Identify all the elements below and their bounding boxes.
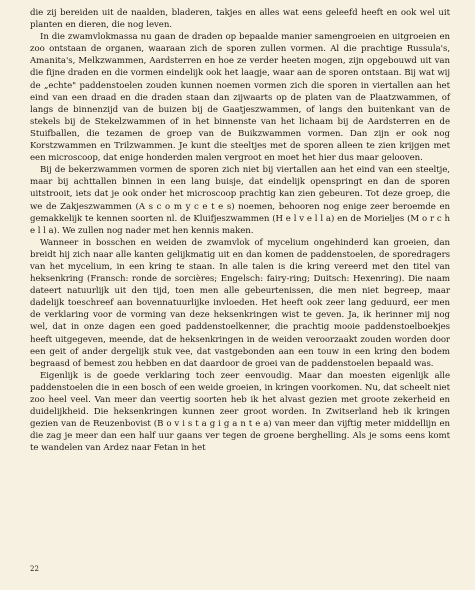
body-text [30, 7, 450, 454]
paragraph-2: In die zwamvlokmassa nu gaan de draden op bepaalde manier samengroeien en uitgroeien en zoo ontstaan de organen, waaraan zich de sporen zullen vormen. Al die prachtige Russula's, Amanita's, Melkzwammen, Aardsterren en hoe ze verder heeten mogen, zijn opgebouwd uit van die fijne draden en die vormen eindelijk ook het laagje, waar aan de sporen ontstaan. Bij wat wij de „echte" paddenstoelen zouden kunnen noemen vormen zich die sporen in viertallen aan het eind van een draad en die draden staan dan zijwaarts op de platen van de Plaatzwammen, of langs de binnenzijd van de buizen bij de Gaatjeszwammen, of langs den buitenkant van de stekels bij de Stekelzwammen of in het binnenste van het lichaam bij de Aardsterren en de Stuifballen, die tezamen de groep van de Buikzwammen vormen. Dan zijn er ook nog Korstzwammen en Trilzwammen. Je kunt die steeltjes met de sporen alleen te zien krijgen met een microscoop, dat enige honderden malen vergroot en moet het hier dus maar gelooven. [30, 32, 450, 164]
page-number: 22 [30, 565, 39, 573]
paragraph-5: Eigenlijk is de goede verklaring toch zeer eenvoudig. Maar dan moesten eigenlijk alle paddenstoelen die in een bosch of een weide groeien, in kringen voorkomen. Nu, dat scheelt niet zoo heel veel. Van meer dan veertig soorten heb ik het alvast gezien met groote zekerheid en duidelijkheid. Die heksenkringen kunnen zeer groot worden. In Zwitserland heb ik kringen gezien van de Reuzenbovist (B o v i s t a g i g a n t e a) van meer dan vijftig meter middellijn en die zag je meer dan een half uur gaans ver tegen de groene berghelling. Als je soms eens komt te wandelen van Ardez naar Fetan in het [30, 370, 450, 454]
paragraph-4: Wanneer in bosschen en weiden de zwamvlok of mycelium ongehinderd kan groeien, dan breidt hij zich naar alle kanten gelijkmatig uit en dan komen de paddenstoelen, de sporedragers van het mycelium, in een kring te staan. In alle talen is die kring vereerd met den titel van heksenkring (Fransch: ronde de sorcières; Engelsch: fairy-ring; Duitsch: Hexenring). Die naam dateert natuurlijk uit den tijd, toen men alle gebeurtenissen, die men niet begreep, maar dadelijk toeschreef aan bovennatuurlijke invloeden. Het heeft ook zeer lang geduurd, eer men de verklaring voor de vorming van deze heksenkringen wist te geven. Ja, ik herinner mij nog wel, dat in onze dagen een goed paddenstoelkenner, die prachtig mooie paddenstoelboekjes heeft uitgegeven, meende, dat de heksenkringen in de weiden veroorzaakt zouden worden door een geit of ander dergelijk stuk vee, dat vastgebonden aan een touw in een kring den bodem begraasd of bemest zou hebben en dat daardoor de groei van de paddenstoelen bepaald was. [30, 237, 450, 369]
paragraph-3: Bij de bekerzwammen vormen de sporen zich niet bij viertallen aan het eind van een steeltje, maar bij achttallen binnen in een lang buisje, dat eindelijk openspringt en dan de sporen uitstrooit, iets dat je ook onder het microscoop prachtig kan zien gebeuren. Tot deze groep, die we de Zakjeszwammen (A s c o m y c e t e s) noemen, behooren nog enige zeer beroemde en gemakkelijk te kennen soorten nl. de Kluifjeszwammen (H e l v e l l a) en de Morieljes (M o r c h e l l a). We zullen nog nader met hen kennis maken. [30, 165, 450, 236]
paragraph-1: die zij bereiden uit de naalden, bladeren, takjes en alles wat eens geleefd heeft en ook wel uit planten en dieren, die nog leven. [30, 8, 450, 31]
